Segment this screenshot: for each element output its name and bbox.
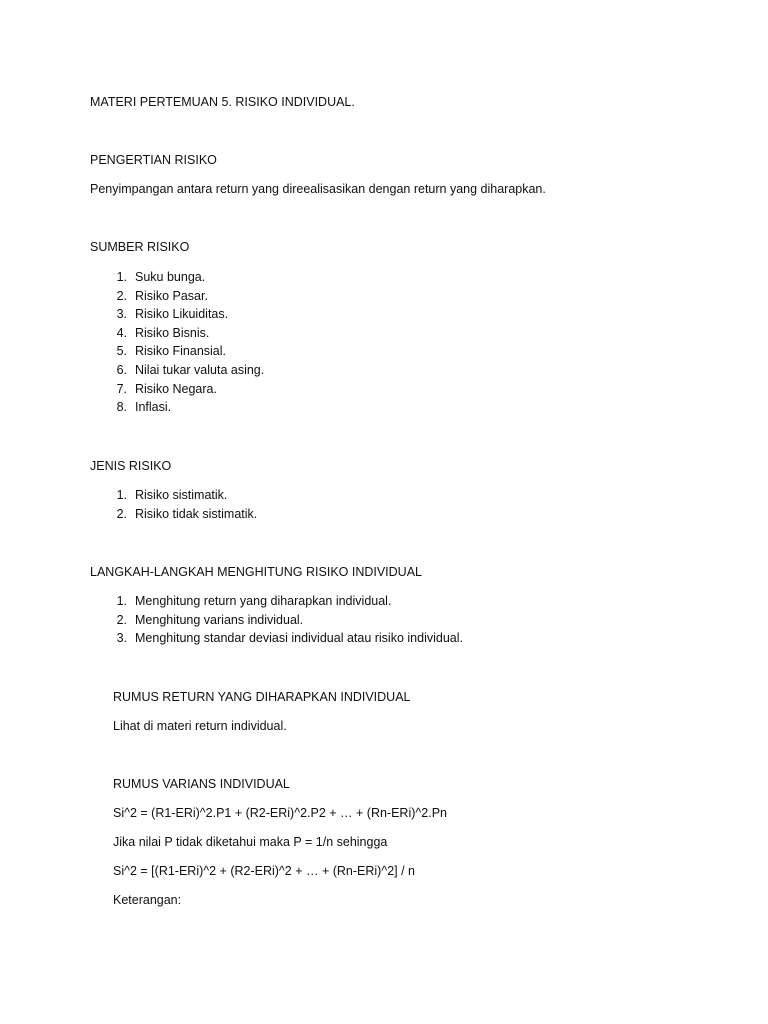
list-text: Menghitung varians individual. [135,612,304,627]
list-number: 4. [116,325,127,340]
list-text: Menghitung standar deviasi individual atau risiko individual. [135,631,463,646]
heading-langkah-langkah: LANGKAH-LANGKAH MENGHITUNG RISIKO INDIVIDUAL [90,565,423,579]
heading-rumus-return: RUMUS RETURN YANG DIHARAPKAN INDIVIDUAL [113,690,411,704]
formula-varians-1: Si^2 = (R1-ERi)^2.P1 + (R2-ERi)^2.P2 + … + (Rn-ERi)^2.Pn [113,806,447,820]
list-number: 1. [116,270,127,284]
list-text: Inflasi. [135,400,172,415]
list-number: 7. [116,381,127,396]
list-text: Suku bunga. [135,270,206,284]
list-text: Menghitung return yang diharapkan individual. [135,594,392,608]
document-title: MATERI PERTEMUAN 5. RISIKO INDIVIDUAL. [90,95,355,109]
list-text: Nilai tukar valuta asing. [135,362,265,377]
list-text: Risiko Bisnis. [135,325,210,340]
heading-jenis-risiko: JENIS RISIKO [90,459,172,473]
list-text: Risiko Negara. [135,381,217,396]
heading-rumus-varians: RUMUS VARIANS INDIVIDUAL [113,777,290,791]
list-text: Risiko sistimatik. [135,488,228,502]
list-number: 6. [116,362,127,377]
formula-note: Jika nilai P tidak diketahui maka P = 1/n sehingga [113,835,388,849]
rumus-return-text: Lihat di materi return individual. [113,719,287,733]
heading-sumber-risiko: SUMBER RISIKO [90,240,190,254]
list-number: 3. [116,307,127,322]
list-number: 1. [116,488,127,502]
list-text: Risiko Finansial. [135,344,227,359]
list-text: Risiko Pasar. [135,288,208,303]
pengertian-risiko-text: Penyimpangan antara return yang direealisasikan dengan return yang diharapkan. [90,182,546,196]
list-number: 2. [116,288,127,303]
list-number: 5. [116,344,127,359]
formula-varians-2: Si^2 = [(R1-ERi)^2 + (R2-ERi)^2 + … + (Rn-ERi)^2] / n [113,864,416,878]
list-number: 2. [116,612,127,627]
list-number: 3. [116,631,127,646]
keterangan-label: Keterangan: [113,893,182,907]
list-number: 2. [116,506,127,521]
heading-pengertian-risiko: PENGERTIAN RISIKO [90,153,217,167]
list-text: Risiko tidak sistimatik. [135,506,258,521]
list-text: Risiko Likuiditas. [135,307,229,322]
list-number: 8. [116,400,127,415]
list-number: 1. [116,594,127,608]
